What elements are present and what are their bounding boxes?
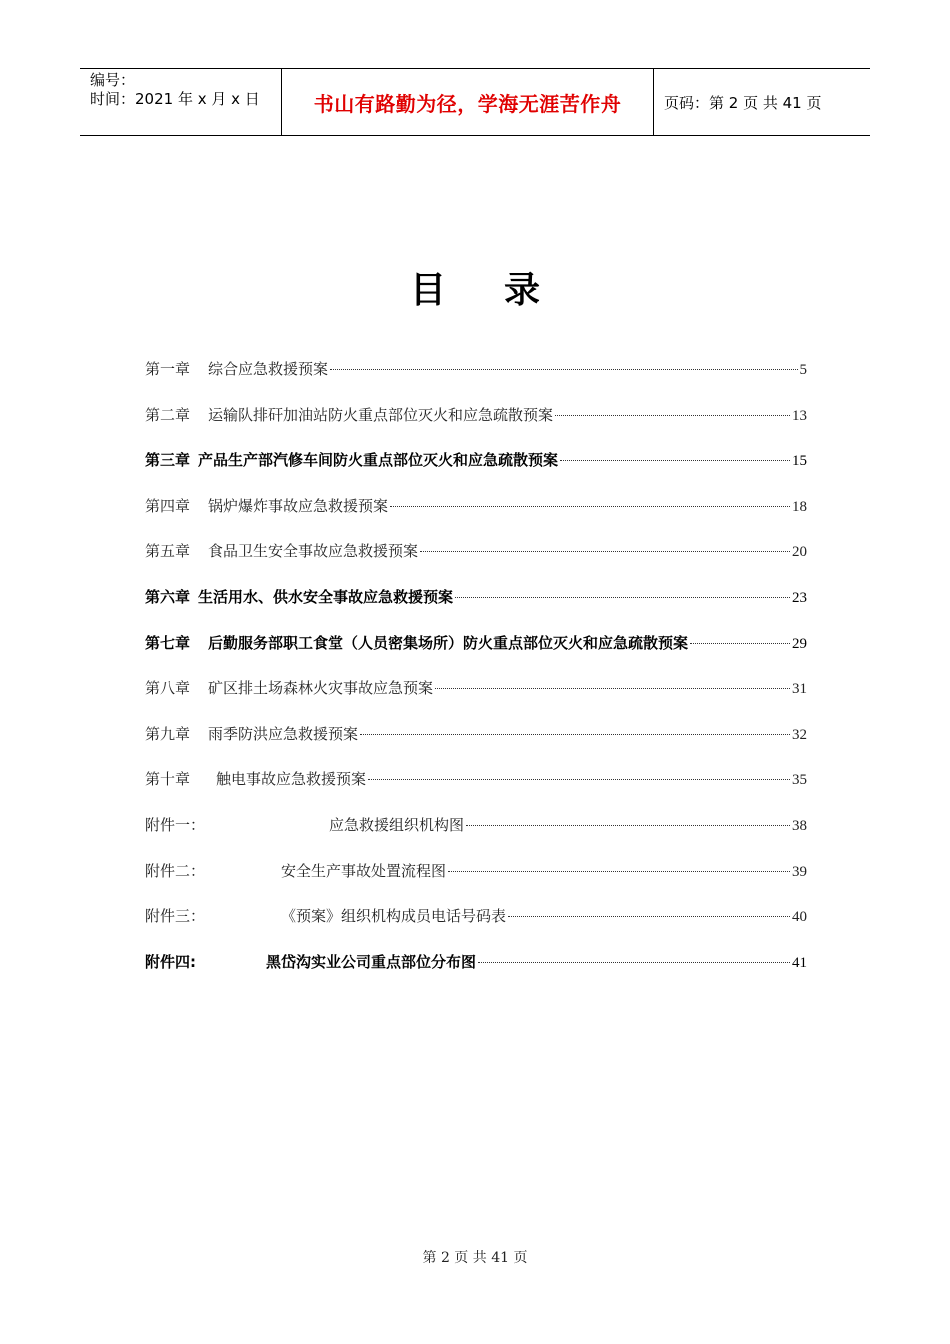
toc-chapter-label: 第十章 [145, 770, 191, 789]
header-left-cell [80, 69, 281, 135]
toc-chapter-label: 附件二： [145, 861, 206, 880]
toc-page-number: 29 [792, 635, 807, 652]
toc-leader-dots [478, 962, 790, 963]
toc-entry[interactable] [145, 677, 807, 723]
toc-leader-dots [466, 825, 790, 826]
toc-leader-dots [555, 415, 790, 416]
toc-page-number: 32 [792, 726, 807, 743]
toc-entry[interactable] [145, 358, 807, 404]
toc-page-number: 39 [792, 863, 807, 880]
toc-title: 运输队排矸加油站防火重点部位灭火和应急疏散预案 [208, 405, 554, 424]
toc-entry[interactable] [145, 905, 807, 951]
toc-page-number: 35 [792, 772, 807, 789]
toc-title: 产品生产部汽修车间防火重点部位灭火和应急疏散预案 [198, 451, 559, 470]
toc-page-number: 5 [799, 362, 807, 378]
toc-title: 雨季防洪应急救援预案 [208, 724, 359, 743]
toc-entry[interactable] [145, 495, 807, 541]
toc-chapter-label: 附件四: [145, 952, 196, 971]
page-title [0, 262, 950, 313]
toc-title: 触电事故应急救援预案 [216, 770, 367, 789]
toc-title: 《预案》组织机构成员电话号码表 [281, 907, 507, 926]
toc-leader-dots [508, 916, 790, 917]
toc-entry[interactable] [145, 449, 807, 495]
toc-chapter-label: 第二章 [145, 405, 191, 424]
toc-title: 矿区排土场森林火灾事故应急预案 [208, 679, 434, 698]
toc-leader-dots [420, 551, 790, 552]
toc-leader-dots [360, 734, 790, 735]
toc-entry[interactable] [145, 768, 807, 814]
toc-title: 生活用水、供水安全事故应急救援预案 [198, 587, 454, 606]
table-of-contents [145, 358, 807, 996]
toc-page-number: 31 [792, 681, 807, 698]
toc-entry[interactable] [145, 814, 807, 860]
toc-entry[interactable] [145, 723, 807, 769]
toc-entry[interactable] [145, 951, 807, 997]
toc-leader-dots [368, 779, 790, 780]
toc-title: 后勤服务部职工食堂（人员密集场所）防火重点部位灭火和应急疏散预案 [208, 633, 689, 652]
toc-chapter-label: 第四章 [145, 496, 191, 515]
toc-title: 黑岱沟实业公司重点部位分布图 [266, 952, 477, 971]
toc-page-number: 38 [792, 817, 807, 834]
toc-title: 食品卫生安全事故应急救援预案 [208, 542, 419, 561]
toc-page-number: 13 [792, 407, 807, 424]
toc-page-number: 40 [792, 909, 807, 926]
toc-title: 安全生产事故处置流程图 [281, 861, 447, 880]
toc-title: 锅炉爆炸事故应急救援预案 [208, 496, 389, 515]
title-char-2: 录 [504, 269, 541, 311]
toc-leader-dots [690, 643, 790, 644]
toc-page-number: 41 [792, 954, 807, 971]
toc-leader-dots [390, 506, 790, 507]
toc-leader-dots [560, 460, 790, 461]
toc-page-number: 20 [792, 544, 807, 561]
toc-leader-dots [435, 688, 790, 689]
toc-chapter-label: 第三章 [145, 451, 191, 470]
toc-leader-dots [330, 369, 797, 370]
header-motto: 书山有路勤为径，学海无涯苦作舟 [281, 69, 654, 135]
toc-chapter-label: 第八章 [145, 679, 191, 698]
toc-chapter-label: 第七章 [145, 633, 191, 652]
toc-chapter-label: 附件三： [145, 907, 206, 926]
toc-chapter-label: 第九章 [145, 724, 191, 743]
toc-chapter-label: 附件一： [145, 815, 206, 834]
toc-chapter-label: 第五章 [145, 542, 191, 561]
document-time-label: 时间：2021 年 x 月 x 日 [90, 90, 260, 108]
toc-entry[interactable] [145, 860, 807, 906]
title-char-1: 目 [409, 269, 446, 311]
toc-page-number: 15 [792, 453, 807, 470]
toc-entry[interactable] [145, 586, 807, 632]
toc-page-number: 18 [792, 498, 807, 515]
page-footer: 第 2 页 共 41 页 [422, 1250, 528, 1266]
toc-title: 综合应急救援预案 [208, 360, 329, 378]
document-number-label: 编号： [90, 71, 136, 89]
toc-leader-dots [455, 597, 790, 598]
header-page-info: 页码：第 2 页 共 41 页 [664, 93, 822, 112]
toc-leader-dots [448, 871, 790, 872]
toc-entry[interactable] [145, 404, 807, 450]
toc-chapter-label: 第六章 [145, 587, 191, 606]
toc-entry[interactable] [145, 632, 807, 678]
page-header [80, 68, 870, 136]
toc-page-number: 23 [792, 589, 807, 606]
toc-chapter-label: 第一章 [145, 360, 191, 378]
toc-entry[interactable] [145, 540, 807, 586]
toc-title: 应急救援组织机构图 [329, 815, 465, 834]
